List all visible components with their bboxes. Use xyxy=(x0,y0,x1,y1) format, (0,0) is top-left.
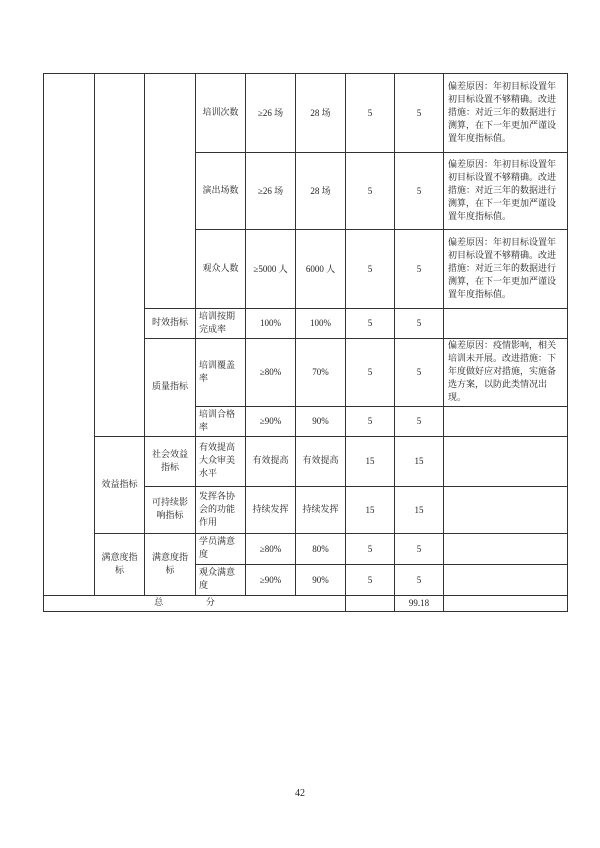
deviation-note xyxy=(444,407,568,437)
level2-cell: 效益指标 xyxy=(95,437,145,534)
target-value: ≥26 场 xyxy=(246,74,296,153)
page-number: 42 xyxy=(295,788,305,799)
target-value: ≥26 场 xyxy=(246,153,296,230)
level3-cell: 时效指标 xyxy=(145,309,196,339)
deviation-note: 偏差原因：年初目标设置年初目标设置不够精确。改进措施：对近三年的数据进行测算，在下一年更加严谨设置年度指标值。 xyxy=(444,230,568,309)
weight-value: 5 xyxy=(346,153,395,230)
target-value: 持续发挥 xyxy=(246,487,296,534)
score-value: 5 xyxy=(395,230,444,309)
indicator-name: 观众人数 xyxy=(196,230,246,309)
indicator-name: 观众满意度 xyxy=(196,565,246,596)
indicator-name: 发挥各协会的功能作用 xyxy=(196,487,246,534)
target-value: ≥80% xyxy=(246,339,296,407)
target-value: 100% xyxy=(246,309,296,339)
total-weight xyxy=(346,596,395,612)
target-value: ≥90% xyxy=(246,407,296,437)
level2-cell: 满意度指标 xyxy=(95,534,145,596)
actual-value: 80% xyxy=(296,534,346,565)
level3-cell xyxy=(145,74,196,309)
actual-value: 90% xyxy=(296,565,346,596)
indicator-name: 培训按期完成率 xyxy=(196,309,246,339)
actual-value: 持续发挥 xyxy=(296,487,346,534)
deviation-note xyxy=(444,534,568,565)
table-row xyxy=(44,534,568,565)
score-value: 5 xyxy=(395,74,444,153)
deviation-note: 偏差原因：年初目标设置年初目标设置不够精确。改进措施：对近三年的数据进行测算，在下一年更加严谨设置年度指标值。 xyxy=(444,153,568,230)
deviation-note xyxy=(444,437,568,487)
table-row xyxy=(44,437,568,487)
level2-cell xyxy=(95,74,145,437)
level3-cell: 满意度指标 xyxy=(145,534,196,596)
weight-value: 15 xyxy=(346,487,395,534)
target-value: 有效提高 xyxy=(246,437,296,487)
actual-value: 100% xyxy=(296,309,346,339)
score-value: 5 xyxy=(395,565,444,596)
actual-value: 70% xyxy=(296,339,346,407)
target-value: ≥80% xyxy=(246,534,296,565)
deviation-note: 偏差原因：年初目标设置年初目标设置不够精确。改进措施：对近三年的数据进行测算，在下一年更加严谨设置年度指标值。 xyxy=(444,74,568,153)
score-value: 15 xyxy=(395,487,444,534)
score-value: 15 xyxy=(395,437,444,487)
weight-value: 5 xyxy=(346,74,395,153)
level1-cell xyxy=(44,74,95,596)
indicator-name: 培训次数 xyxy=(196,74,246,153)
deviation-note xyxy=(444,309,568,339)
indicator-name: 学员满意度 xyxy=(196,534,246,565)
table-row xyxy=(44,74,568,153)
indicator-name: 培训合格率 xyxy=(196,407,246,437)
score-value: 5 xyxy=(395,534,444,565)
indicator-name: 有效提高大众审美水平 xyxy=(196,437,246,487)
score-value: 5 xyxy=(395,309,444,339)
score-value: 5 xyxy=(395,407,444,437)
weight-value: 5 xyxy=(346,309,395,339)
total-note xyxy=(444,596,568,612)
weight-value: 5 xyxy=(346,407,395,437)
total-label: 总 分 xyxy=(44,596,346,612)
level3-cell: 社会效益指标 xyxy=(145,437,196,487)
weight-value: 5 xyxy=(346,534,395,565)
target-value: ≥5000 人 xyxy=(246,230,296,309)
weight-value: 5 xyxy=(346,230,395,309)
total-row xyxy=(44,596,568,612)
actual-value: 28 场 xyxy=(296,153,346,230)
deviation-note xyxy=(444,565,568,596)
score-value: 5 xyxy=(395,153,444,230)
weight-value: 15 xyxy=(346,437,395,487)
indicator-name: 培训覆盖率 xyxy=(196,339,246,407)
total-score: 99.18 xyxy=(395,596,444,612)
deviation-note: 偏差原因：疫情影响，相关培训未开展。改进措施：下年度做好应对措施，实施备选方案，以防此类情况出现。 xyxy=(444,339,568,407)
level3-cell: 可持续影响指标 xyxy=(145,487,196,534)
target-value: ≥90% xyxy=(246,565,296,596)
deviation-note xyxy=(444,487,568,534)
indicator-name: 演出场数 xyxy=(196,153,246,230)
performance-table xyxy=(43,73,568,612)
actual-value: 6000 人 xyxy=(296,230,346,309)
score-value: 5 xyxy=(395,339,444,407)
level3-cell: 质量指标 xyxy=(145,339,196,437)
weight-value: 5 xyxy=(346,565,395,596)
weight-value: 5 xyxy=(346,339,395,407)
actual-value: 28 场 xyxy=(296,74,346,153)
actual-value: 有效提高 xyxy=(296,437,346,487)
actual-value: 90% xyxy=(296,407,346,437)
